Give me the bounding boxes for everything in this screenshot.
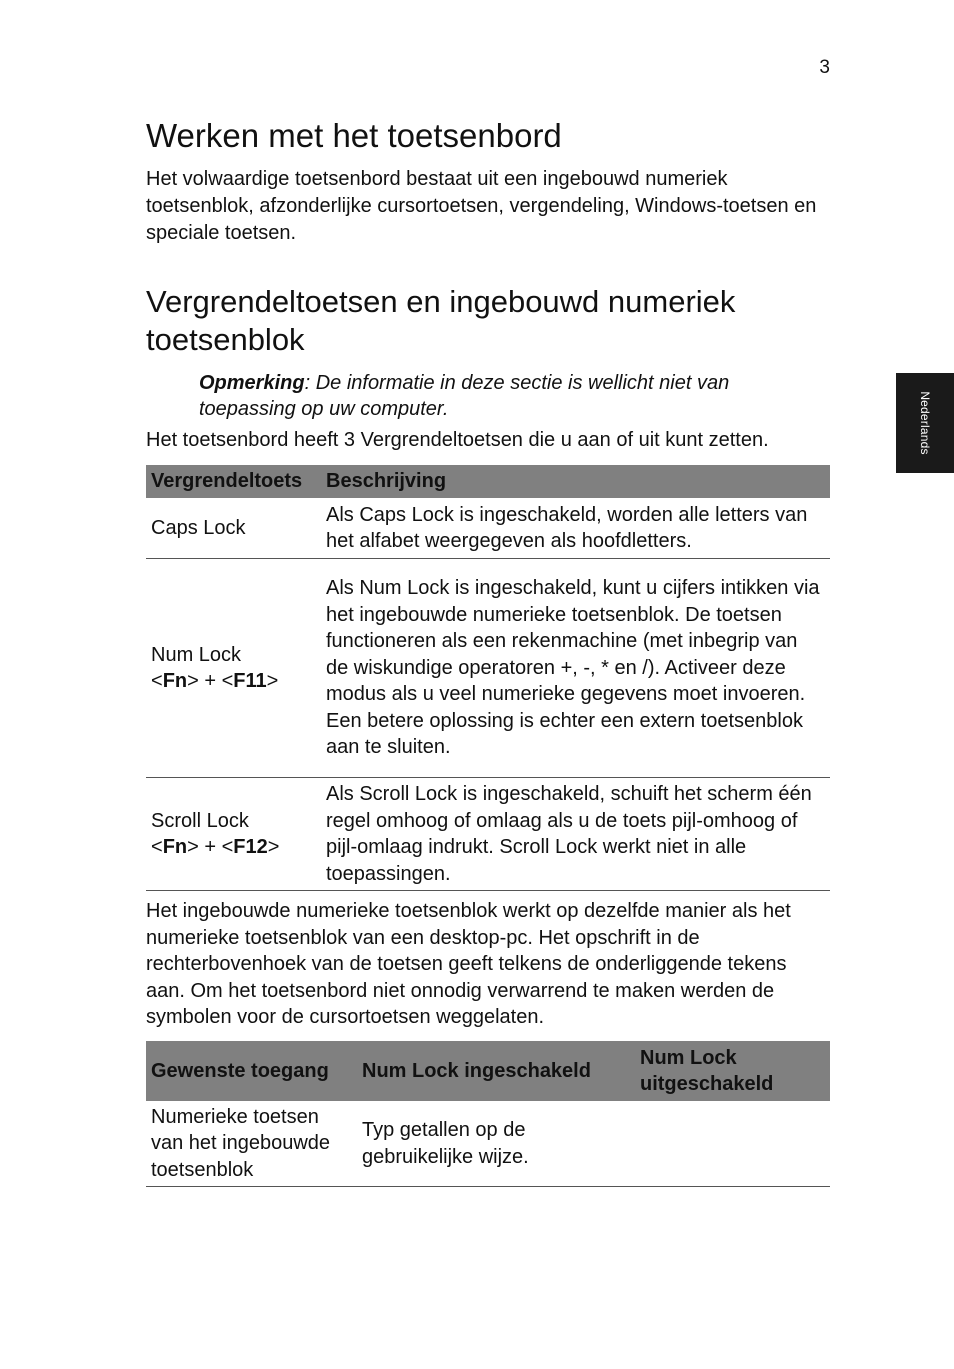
keypad-access-table [146,1041,830,1187]
lead-paragraph: Het toetsenbord heeft 3 Vergrendeltoetsen die u aan of uit kunt zetten. [146,429,769,451]
table-cell: Numerieke toetsen van het ingebouwde toetsenblok [146,1101,357,1187]
language-side-tab [896,373,954,473]
page-title: Werken met het toetsenbord [146,117,562,154]
key-cell [146,498,321,559]
plus-sign: + [198,670,222,692]
intro-paragraph: Het volwaardige toetsenbord bestaat uit een ingebouwd numeriek toetsenblok, afzonderlijke cursortoetsen, vergendeling, Windows-toetsen en speciale toetsen. [146,168,817,244]
key-name: Scroll Lock [151,809,249,832]
key-shortcut: <Fn> + <F11> [151,670,279,692]
fn-key: Fn [162,670,188,692]
key-name: Caps Lock [151,516,246,539]
table-row [146,498,830,559]
table-row [146,778,830,891]
description-cell: Als Scroll Lock is ingeschakeld, schuift het scherm één regel omhoog of omlaag als u de toets pijl-omhoog of pijl-omlaag indrukt. Scroll Lock werkt niet in alle toepassingen. [321,778,830,891]
table-row [146,559,830,778]
table-row [146,1101,830,1187]
function-key: F11 [233,670,267,692]
key-cell [146,778,321,891]
section-title: Vergrendeltoetsen en ingebouwd numeriek toetsenblok [146,284,736,357]
function-key: F12 [233,836,268,858]
key-name: Num Lock [151,643,242,666]
description-cell: Als Num Lock is ingeschakeld, kunt u cijfers intikken via het ingebouwde numerieke toetsenblok. De toetsen functioneren als een rekenmachine (met inbegrip van de wiskundige operatoren +, -, * en /). Activeer deze modus als u veel numerieke gegevens moet invoeren. Een betere oplossing is echter een extern toetsenblok aan te sluiten. [321,559,830,778]
description-cell: Als Caps Lock is ingeschakeld, worden alle letters van het alfabet weergegeven als hoofdletters. [321,498,830,559]
note-label: Opmerking [199,372,305,394]
column-header: Beschrijving [321,465,830,498]
keypad-paragraph: Het ingebouwde numerieke toetsenblok werkt op dezelfde manier als het numerieke toetsenblok van een desktop-pc. Het opschrift in de rechterbovenhoek van de toetsen geeft telkens de onderliggende tekens aan. Om het toetsenbord niet onnodig verwarrend te maken werden de symbolen voor de cursortoetsen weggelaten. [146,900,791,1028]
column-header: Num Lock ingeschakeld [357,1041,635,1101]
lock-keys-table [146,465,830,891]
key-cell [146,559,321,778]
column-header: Vergrendeltoets [146,465,321,498]
key-shortcut: <Fn> + <F12> [151,836,280,858]
table-header-row [146,1041,830,1101]
note-text: : De informatie in deze sectie is wellicht niet van toepassing op uw computer. [199,372,730,420]
page-number: 3 [819,57,830,78]
fn-key: Fn [162,836,188,858]
table-cell: Typ getallen op de gebruikelijke wijze. [357,1101,635,1187]
language-label: Nederlands [918,391,932,455]
column-header: Num Lock uitgeschakeld [635,1041,830,1101]
table-cell [635,1101,830,1187]
table-header-row [146,465,830,498]
plus-sign: + [198,836,222,858]
column-header: Gewenste toegang [146,1041,357,1101]
note [199,370,830,422]
